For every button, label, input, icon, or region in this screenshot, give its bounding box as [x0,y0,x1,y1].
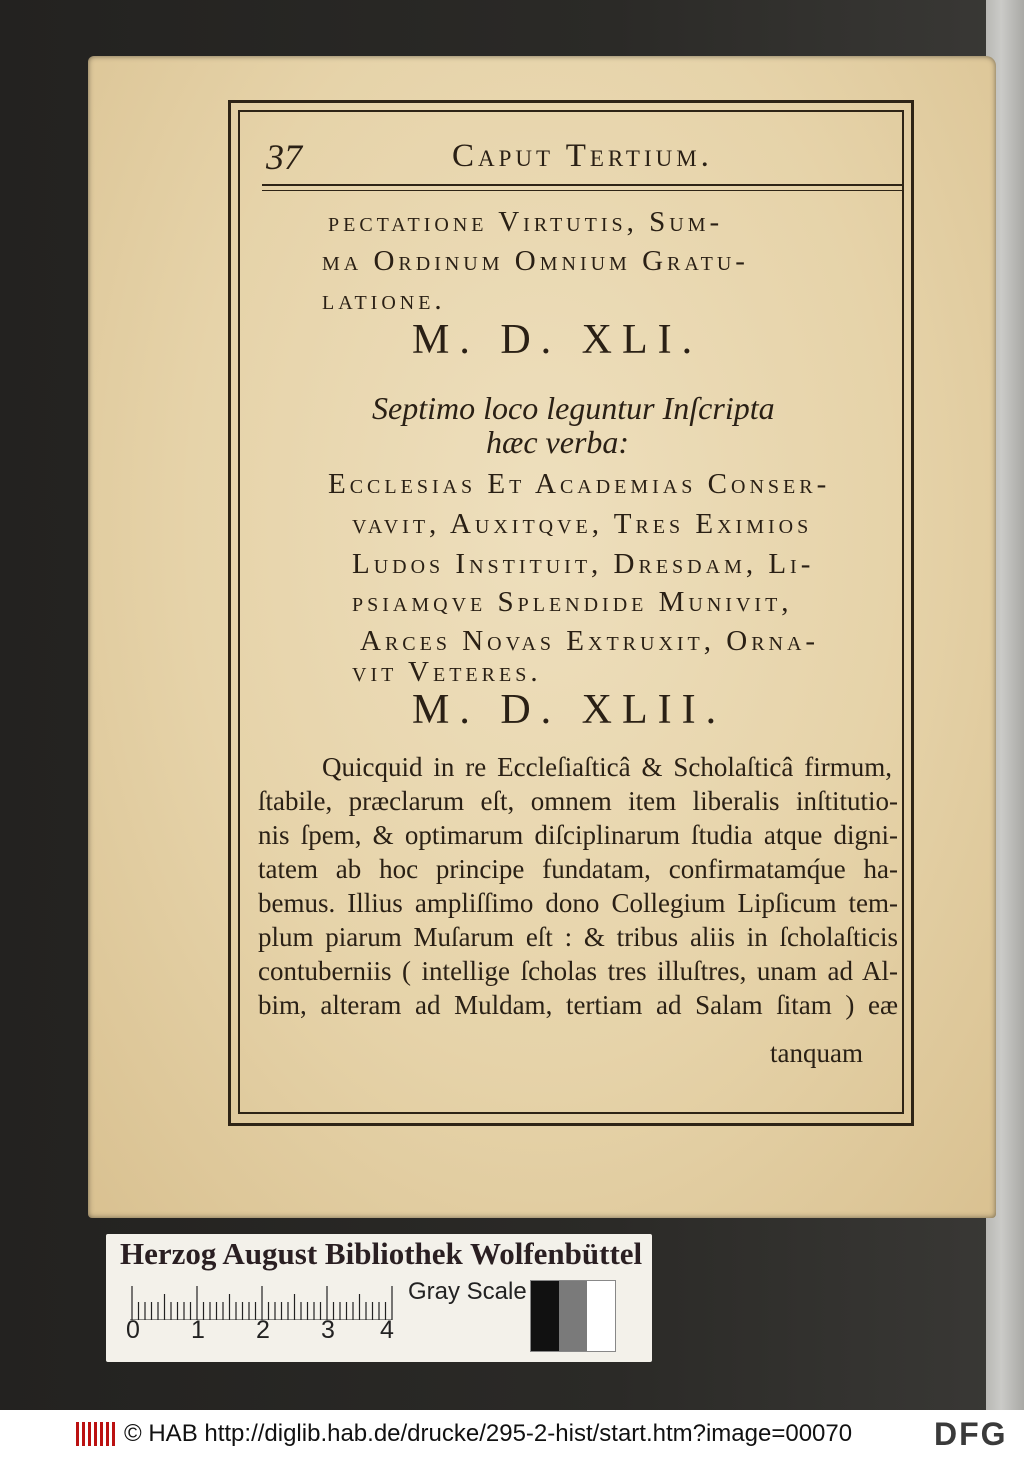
body-text-line: contuberniis ( intellige ſcholas tres illuſtres, unam ad Al- [258,956,898,986]
ruler-number: 1 [191,1316,205,1344]
page-number: 37 [266,137,302,177]
italic-caption: hæc verba: [486,424,630,460]
library-name: Herzog August Bibliothek Wolfenbüttel [120,1236,643,1271]
ruler-number: 3 [321,1316,335,1344]
body-text-line: plum piarum Muſarum eſt : & tribus aliis in ſcholaſticis [258,922,898,952]
year-heading: M. D. XLI. [412,317,703,363]
italic-caption: Septimo loco leguntur Inſcripta [372,390,775,426]
swatch-gray [559,1281,587,1351]
dfg-logo: DFG [934,1416,1008,1452]
gray-scale-label: Gray Scale [408,1278,527,1305]
ruler-number: 2 [256,1316,270,1344]
catchword: tanquam [770,1038,863,1068]
body-text-line: bemus. Illius ampliſſimo dono Collegium Lipſicum tem- [258,888,898,918]
inscription-line: psiamqve Splendide Munivit, [352,586,793,618]
inscription-line: latione. [322,284,446,316]
swatch-white [587,1281,615,1351]
footer-bar [0,1410,1024,1457]
header-rule-thin [262,190,904,191]
source-credit-link[interactable]: © HAB http://diglib.hab.de/drucke/295-2-hist/start.htm?image=00070 [124,1420,853,1447]
body-text-line: ſtabile, præclarum eſt, omnem item liberalis inſtitutio- [258,786,898,816]
inscription-line: vit Veteres. [352,656,542,688]
swatch-black [531,1281,559,1351]
page-header [262,130,902,184]
inscription-line: Ludos Instituit, Dresdam, Li- [352,548,815,580]
inscription-line: ma Ordinum Omnium Gratu- [322,245,749,277]
inscription-line: Arces Novas Extruxit, Orna- [360,625,820,657]
header-rule [262,184,904,186]
gray-scale-swatches [530,1280,616,1352]
body-text-line: nis ſpem, & optimarum diſciplinarum ſtudia atque digni- [258,820,898,850]
inscription-line: vavit, Auxitqve, Tres Eximios [352,508,813,540]
ruler-scale [130,1276,400,1320]
body-text-line: bim, alteram ad Muldam, tertiam ad Salam ſitam ) eæ [258,990,898,1020]
body-text-line: Quicquid in re Eccleſiaſticâ & Scholaſticâ firmum, [322,752,892,782]
library-color-card [106,1234,652,1362]
ruler-number: 0 [126,1316,140,1344]
inscription-line: Ecclesias Et Academias Conser- [328,468,831,500]
hab-barcode-icon [76,1422,116,1446]
inscription-line: pectatione Virtutis, Sum- [328,206,724,238]
ruler-number: 4 [380,1316,394,1344]
body-text-line: tatem ab hoc principe fundatam, confirmatamq́ue ha- [258,854,898,884]
running-head: Caput Tertium. [452,138,713,174]
year-heading: M. D. XLII. [412,687,727,733]
